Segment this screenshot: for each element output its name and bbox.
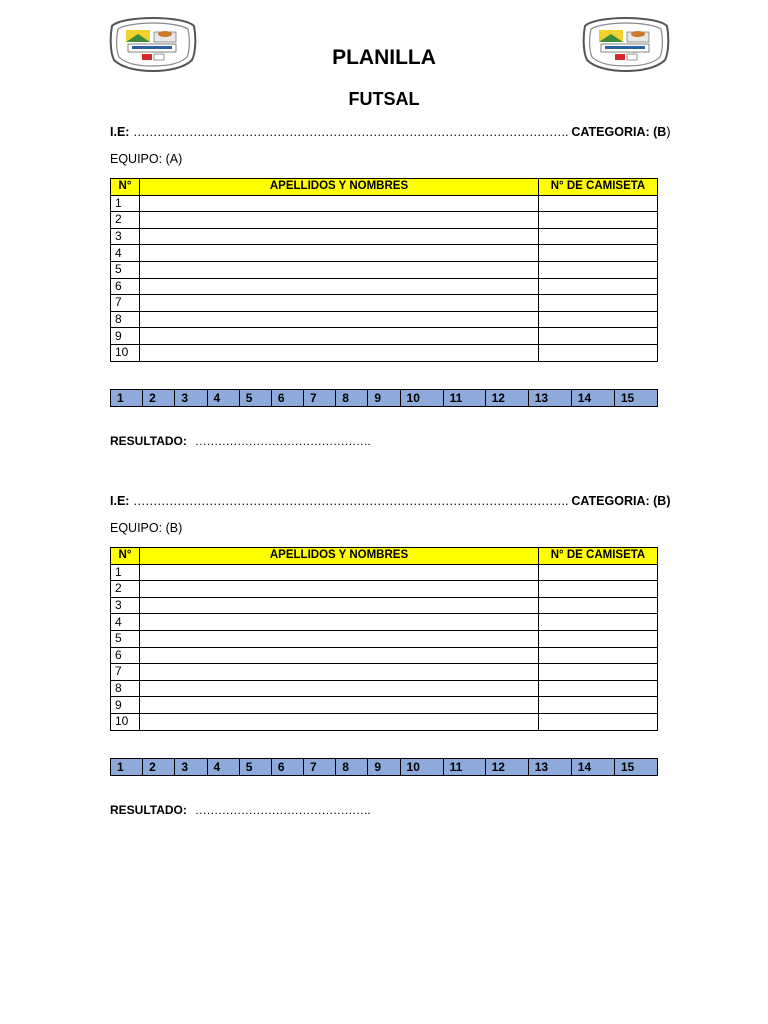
- table-row: [111, 697, 658, 714]
- substitute-number-cell[interactable]: 13: [528, 758, 571, 775]
- substitute-number-cell[interactable]: 12: [485, 758, 528, 775]
- substitute-number-cell[interactable]: 14: [571, 758, 614, 775]
- player-name-cell[interactable]: [140, 295, 539, 312]
- substitute-number-cell[interactable]: 8: [336, 758, 368, 775]
- substitute-number-cell[interactable]: 1: [111, 389, 143, 406]
- row-number: 1: [111, 195, 140, 212]
- categoria-close: ): [666, 494, 671, 508]
- team-section-b: [110, 493, 671, 817]
- team-section-a: [110, 124, 671, 448]
- player-name-cell[interactable]: [140, 228, 539, 245]
- player-name-cell[interactable]: [140, 245, 539, 262]
- row-number: 9: [111, 328, 140, 345]
- substitutes-table: [110, 389, 658, 407]
- shirt-number-cell[interactable]: [539, 328, 658, 345]
- shirt-number-cell[interactable]: [539, 564, 658, 581]
- shirt-number-cell[interactable]: [539, 278, 658, 295]
- row-number: 5: [111, 261, 140, 278]
- ie-line: [110, 493, 671, 510]
- shirt-number-cell[interactable]: [539, 713, 658, 730]
- substitute-number-cell[interactable]: 12: [485, 389, 528, 406]
- equipo-label: EQUIPO: (B): [110, 521, 183, 535]
- table-row: [111, 261, 658, 278]
- col-names-header: APELLIDOS Y NOMBRES: [140, 179, 539, 196]
- row-number: 4: [111, 614, 140, 631]
- table-row: [111, 245, 658, 262]
- shirt-number-cell[interactable]: [539, 212, 658, 229]
- players-table: [110, 547, 658, 731]
- shirt-number-cell[interactable]: [539, 295, 658, 312]
- substitute-number-cell[interactable]: 4: [207, 389, 239, 406]
- player-name-cell[interactable]: [140, 614, 539, 631]
- col-shirt-header: N° DE CAMISETA: [539, 179, 658, 196]
- row-number: 7: [111, 295, 140, 312]
- ie-field-dots[interactable]: ……………………………………………………………………………………………….: [132, 494, 568, 508]
- table-row: [111, 664, 658, 681]
- ie-field-dots[interactable]: ……………………………………………………………………………………………….: [132, 125, 568, 139]
- shirt-number-cell[interactable]: [539, 228, 658, 245]
- row-number: 8: [111, 680, 140, 697]
- substitute-number-cell[interactable]: 15: [614, 389, 657, 406]
- table-row: [111, 647, 658, 664]
- substitute-number-cell[interactable]: 9: [368, 758, 400, 775]
- player-name-cell[interactable]: [140, 597, 539, 614]
- row-number: 10: [111, 713, 140, 730]
- categoria-label: CATEGORIA: (: [571, 125, 658, 139]
- row-number: 6: [111, 647, 140, 664]
- categoria-value: B: [657, 494, 667, 508]
- shirt-number-cell[interactable]: [539, 680, 658, 697]
- players-table: [110, 178, 658, 362]
- resultado-field-dots[interactable]: ……………………………………….: [194, 433, 371, 448]
- table-row: [111, 713, 658, 730]
- substitute-number-cell[interactable]: 1: [111, 758, 143, 775]
- substitutes-table: [110, 758, 658, 776]
- substitute-number-cell[interactable]: 11: [443, 758, 485, 775]
- resultado-line: [110, 434, 658, 448]
- player-name-cell[interactable]: [140, 344, 539, 361]
- substitute-number-cell[interactable]: 4: [207, 758, 239, 775]
- row-number: 1: [111, 564, 140, 581]
- shirt-number-cell[interactable]: [539, 614, 658, 631]
- player-name-cell[interactable]: [140, 647, 539, 664]
- table-row: [111, 630, 658, 647]
- shirt-number-cell[interactable]: [539, 664, 658, 681]
- player-name-cell[interactable]: [140, 664, 539, 681]
- resultado-label: RESULTADO:: [110, 802, 187, 817]
- col-num-header: N°: [111, 548, 140, 565]
- resultado-label: RESULTADO:: [110, 433, 187, 448]
- player-name-cell[interactable]: [140, 564, 539, 581]
- shirt-number-cell[interactable]: [539, 344, 658, 361]
- player-name-cell[interactable]: [140, 713, 539, 730]
- row-number: 3: [111, 597, 140, 614]
- table-row: [111, 295, 658, 312]
- shirt-number-cell[interactable]: [539, 245, 658, 262]
- player-name-cell[interactable]: [140, 581, 539, 598]
- player-name-cell[interactable]: [140, 680, 539, 697]
- player-name-cell[interactable]: [140, 278, 539, 295]
- table-row: [111, 680, 658, 697]
- row-number: 10: [111, 344, 140, 361]
- table-row: [111, 344, 658, 361]
- shirt-number-cell[interactable]: [539, 697, 658, 714]
- shirt-number-cell[interactable]: [539, 581, 658, 598]
- col-num-header: N°: [111, 179, 140, 196]
- substitute-number-cell[interactable]: 13: [528, 389, 571, 406]
- table-row: [111, 328, 658, 345]
- categoria-value: B: [657, 125, 667, 139]
- categoria-close: ): [666, 125, 671, 139]
- row-number: 4: [111, 245, 140, 262]
- player-name-cell[interactable]: [140, 212, 539, 229]
- row-number: 2: [111, 581, 140, 598]
- substitute-number-cell[interactable]: 11: [443, 389, 485, 406]
- substitute-number-cell[interactable]: 9: [368, 389, 400, 406]
- row-number: 9: [111, 697, 140, 714]
- resultado-field-dots[interactable]: ……………………………………….: [194, 802, 371, 817]
- row-number: 6: [111, 278, 140, 295]
- table-row: [111, 311, 658, 328]
- players-table-header: [111, 548, 658, 565]
- substitute-number-cell[interactable]: 3: [175, 389, 207, 406]
- substitute-number-cell[interactable]: 10: [400, 389, 443, 406]
- shirt-number-cell[interactable]: [539, 195, 658, 212]
- row-number: 7: [111, 664, 140, 681]
- substitute-number-cell[interactable]: 7: [304, 389, 336, 406]
- row-number: 5: [111, 630, 140, 647]
- table-row: [111, 195, 658, 212]
- page-subtitle: FUTSAL: [348, 89, 420, 109]
- substitute-number-cell[interactable]: 5: [239, 758, 271, 775]
- row-number: 3: [111, 228, 140, 245]
- shirt-number-cell[interactable]: [539, 597, 658, 614]
- shirt-number-cell[interactable]: [539, 261, 658, 278]
- substitute-number-cell[interactable]: 5: [239, 389, 271, 406]
- ie-label: I.E:: [110, 494, 130, 508]
- table-row: [111, 614, 658, 631]
- row-number: 2: [111, 212, 140, 229]
- substitute-number-cell[interactable]: 2: [143, 389, 175, 406]
- table-row: [111, 581, 658, 598]
- player-name-cell[interactable]: [140, 697, 539, 714]
- substitute-number-cell[interactable]: 14: [571, 389, 614, 406]
- substitute-number-cell[interactable]: 15: [614, 758, 657, 775]
- substitute-number-cell[interactable]: 7: [304, 758, 336, 775]
- player-name-cell[interactable]: [140, 328, 539, 345]
- player-name-cell[interactable]: [140, 195, 539, 212]
- ie-label: I.E:: [110, 125, 130, 139]
- substitute-number-cell[interactable]: 6: [271, 758, 303, 775]
- row-number: 8: [111, 311, 140, 328]
- categoria-label: CATEGORIA: (: [571, 494, 658, 508]
- equipo-label: EQUIPO: (A): [110, 152, 183, 166]
- table-row: [111, 228, 658, 245]
- player-name-cell[interactable]: [140, 261, 539, 278]
- resultado-line: [110, 803, 658, 817]
- substitute-number-cell[interactable]: 6: [271, 389, 303, 406]
- ie-line: [110, 124, 671, 141]
- table-row: [111, 212, 658, 229]
- shirt-number-cell[interactable]: [539, 311, 658, 328]
- player-name-cell[interactable]: [140, 630, 539, 647]
- shirt-number-cell[interactable]: [539, 647, 658, 664]
- table-row: [111, 597, 658, 614]
- table-row: [111, 278, 658, 295]
- substitute-number-cell[interactable]: 2: [143, 758, 175, 775]
- page-title: PLANILLA: [332, 46, 436, 69]
- player-name-cell[interactable]: [140, 311, 539, 328]
- players-table-header: [111, 179, 658, 196]
- col-shirt-header: N° DE CAMISETA: [539, 548, 658, 565]
- substitute-number-cell[interactable]: 3: [175, 758, 207, 775]
- col-names-header: APELLIDOS Y NOMBRES: [140, 548, 539, 565]
- table-row: [111, 564, 658, 581]
- substitute-number-cell[interactable]: 10: [400, 758, 443, 775]
- shirt-number-cell[interactable]: [539, 630, 658, 647]
- substitute-number-cell[interactable]: 8: [336, 389, 368, 406]
